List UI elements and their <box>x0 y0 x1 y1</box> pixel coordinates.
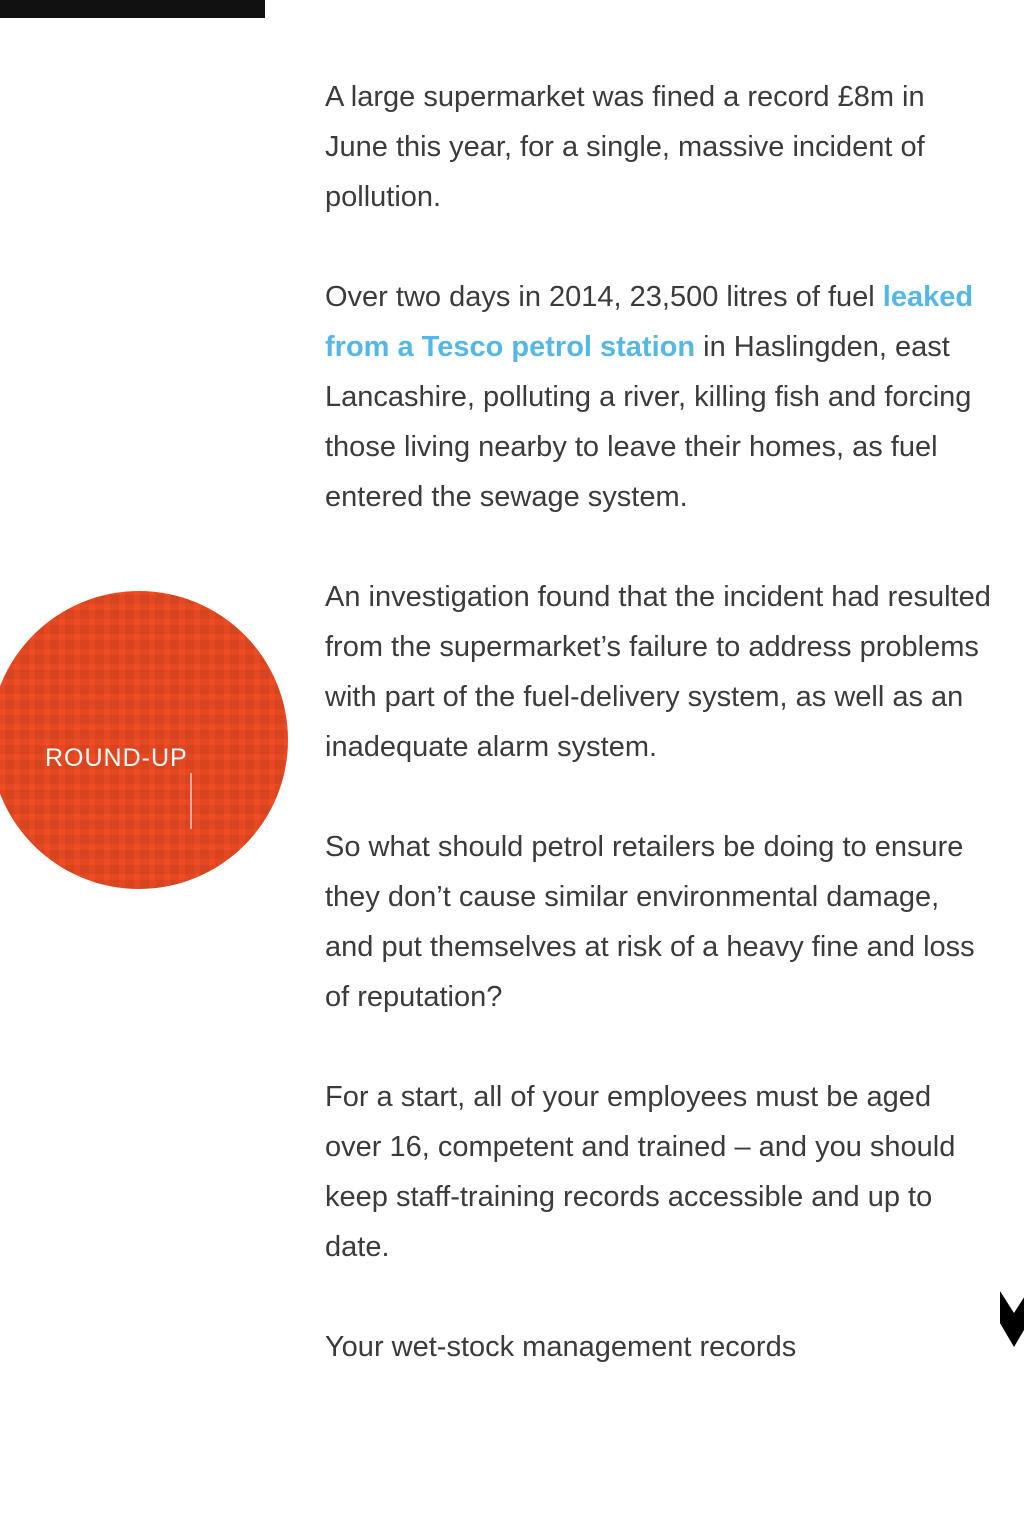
tesco-petrol-station-link[interactable]: leaked from a Tesco petrol station <box>325 281 974 363</box>
paragraph-text: Over two days in 2014, 23,500 litres of fuel <box>325 281 883 313</box>
paragraph <box>325 822 995 1022</box>
paragraph <box>325 72 995 222</box>
paragraph-text: So what should petrol retailers be doing to ensure they don’t cause similar environmental damage, and put themselves at risk of a heavy fine and loss of reputation? <box>325 831 975 1013</box>
paragraph-text: A large supermarket was fined a record £8m in June this year, for a single, massive incident of pollution. <box>325 81 925 213</box>
roundup-badge-label: ROUND-UP <box>45 744 188 772</box>
paragraph <box>325 1072 995 1272</box>
paragraph <box>325 272 995 522</box>
paragraph <box>325 572 995 772</box>
paragraph-text: An investigation found that the incident had resulted from the supermarket’s failure to address problems with part of the fuel-delivery system, as well as an inadequate alarm system. <box>325 581 991 763</box>
article-body <box>325 72 995 1422</box>
paragraph <box>325 1322 995 1372</box>
paragraph-text: Your wet-stock management records <box>325 1331 797 1363</box>
page-turn-chevron-down-icon[interactable] <box>1000 1291 1024 1349</box>
header-bar <box>0 0 265 18</box>
paragraph-text: in Haslingden, east Lancashire, polluting a river, killing fish and forcing those living nearby to leave their homes, as fuel entered the sewage system. <box>325 331 972 513</box>
roundup-badge <box>0 591 288 889</box>
paragraph-text: For a start, all of your employees must be aged over 16, competent and trained – and you should keep staff-training records accessible and up to date. <box>325 1081 956 1263</box>
badge-divider <box>190 773 192 829</box>
